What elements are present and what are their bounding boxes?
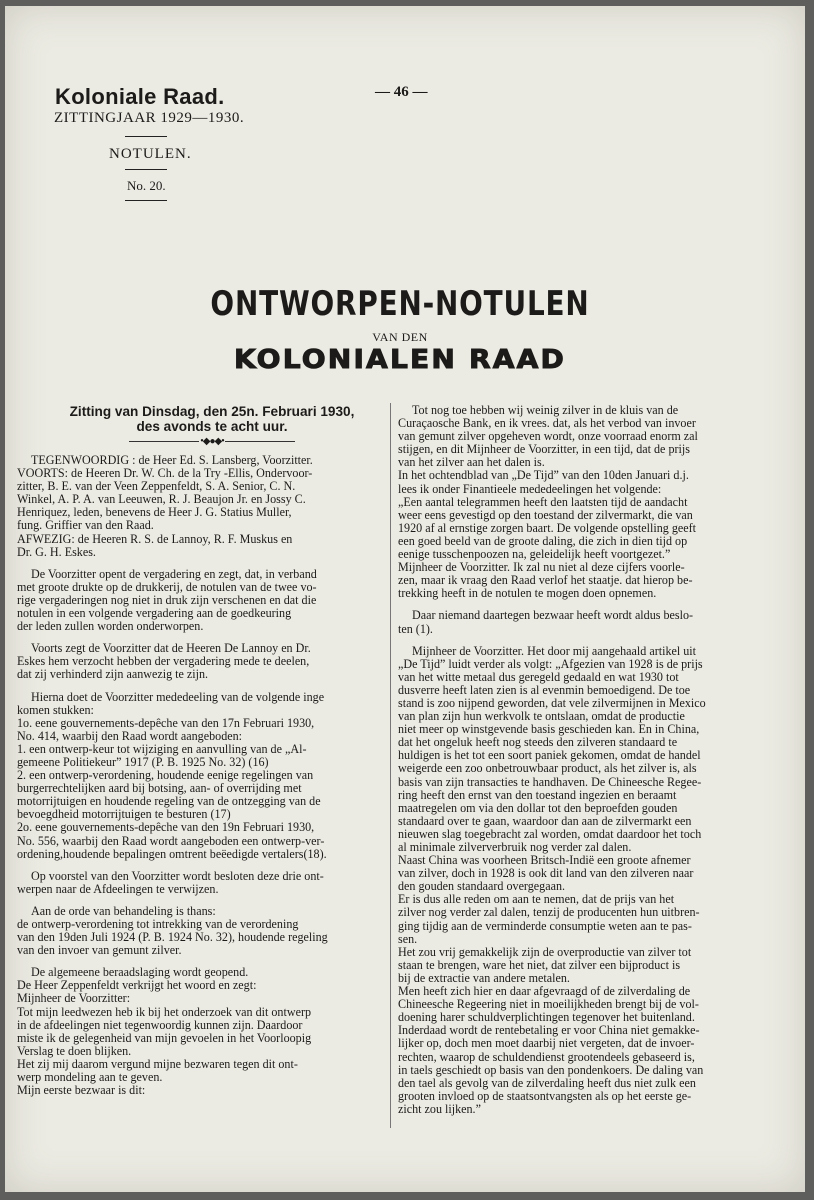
text-line: stijgen, en dit Mijnheer de Voorzitter, in een tijd, dat de prijs (398, 442, 690, 457)
text-line: motorrijtuigen en houdende regeling van de ontzegging van de (17, 794, 321, 809)
header-rule-mid (125, 169, 167, 170)
text-line: Dr. G. H. Eskes. (17, 544, 96, 559)
text-line: ordening,houdende bepalingen omtrent beëedigde vertalers(18). (17, 846, 327, 861)
ornament-divider (17, 436, 387, 448)
council-name: Koloniale Raad. (55, 84, 225, 109)
paragraph (398, 609, 770, 635)
text-line: dat het ongeluk heeft nog steeds den zilveren standaard te (398, 735, 678, 750)
paragraph (17, 691, 387, 861)
text-line: notulen in een volgende vergadering aan de goedkeuring (17, 606, 292, 621)
title-van-den: VAN DEN (372, 330, 428, 344)
text-line: Mijn eerste bezwaar is dit: (17, 1083, 146, 1098)
text-line: Het zou vrij gemakkelijk zijn de overproductie van zilver tot (398, 944, 692, 959)
text-line: van den 19den Juli 1924 (P. B. 1924 No. 32), houdende regeling (17, 930, 328, 945)
sitting-line-2: des avonds te acht uur. (136, 419, 288, 434)
text-line: der leden zullen worden onderworpen. (17, 619, 204, 634)
text-line: VOORTS: de Heeren Dr. W. Ch. de la Try -Ellis, Ondervoor- (17, 466, 313, 481)
text-line: werp mondeling aan te geven. (17, 1070, 163, 1085)
text-line: Winkel, A. P. A. van Leeuwen, R. J. Beaujon Jr. en Jossy C. (17, 492, 306, 507)
text-line: doening harer schuldverplichtingen tegenover het buitenland. (398, 1010, 695, 1025)
text-line: burgerrechtelijken aard bij botsing, aan- of overrijding met (17, 781, 302, 796)
text-line: ring heeft den ernst van den toestand ingezien en beraamt (398, 787, 677, 802)
text-line: van het zilver aan het dalen is. (398, 455, 545, 470)
text-line: trekking heeft in de notulen te mogen doen opnemen. (398, 586, 657, 601)
text-line: in de afdeelingen niet tegenwoordig kunnen zijn. Daardoor (17, 1017, 303, 1032)
text-line: Het zij mij daarom vergund mijne bezwaren tegen dit ont- (17, 1056, 298, 1071)
paragraph (398, 404, 770, 600)
text-line: Chineesche Regeering niet in moeilijkheden brengt bij de vol- (398, 997, 699, 1012)
text-line: ten (1). (398, 621, 433, 636)
text-line: Daar niemand daartegen bezwaar heeft wordt aldus beslo- (412, 608, 694, 623)
left-text-body (17, 454, 387, 1097)
paragraph (17, 642, 387, 681)
text-line: van den invoer van gemunt zilver. (17, 943, 182, 958)
text-line: van plan zijn hun werkvolk te ontslaan, omdat de productie (398, 709, 685, 724)
text-line: Mijnheer de Voorzitter: (17, 991, 131, 1006)
text-line: de ontwerp-verordening tot intrekking van de verordening (17, 917, 299, 931)
text-line: De Heer Zeppenfeldt verkrijgt het woord en zegt: (17, 978, 257, 993)
text-line: van gemunt zilver opgeheven wordt, onze voorraad enorm zal (398, 429, 698, 444)
text-line: in taels geschiedt op basis van den pondenkoers. De daling van (398, 1062, 704, 1077)
paragraph (17, 568, 387, 633)
title-raad: KOLONIALEN RAAD (234, 345, 566, 375)
text-line: standaard over te gaan, waardoor dan aan de zilvermarkt een (398, 813, 692, 828)
text-line: van zilver, doch in 1928 is ook dit land van den zilveren naar (398, 866, 694, 881)
text-line: Mijnheer de Voorzitter. Ik zal nu niet al deze cijfers voorle- (398, 560, 685, 575)
text-line: basis van zijn transacties te handhaven. De Chineesche Regee- (398, 774, 702, 789)
text-line: No. 414, waarbij den Raad wordt aangeboden: (17, 728, 243, 743)
text-line: huldigen is het tot een soort paniek gekomen, omdat de handel (398, 748, 701, 763)
text-line: rige vergaderingen nog niet in druk zijn verschenen en dat die (17, 592, 317, 607)
text-line: ging tijdig aan de verminderde consumptie weten aan te pas- (398, 918, 692, 933)
text-line: Naast China was voorheen Britsch-Indië een groote afnemer (398, 853, 691, 868)
column-divider (390, 403, 391, 1128)
issue-number: No. 20. (127, 178, 166, 193)
text-line: bevoegdheid motorrijtuigen te besturen (17) (17, 807, 231, 822)
text-line: met groote drukte op de drukkerij, de notulen van de twee vo- (17, 579, 317, 594)
text-line: den gouden standaard overgegaan. (398, 879, 566, 894)
sitting-line-1: Zitting van Dinsdag, den 25n. Februari 1930, (69, 404, 355, 419)
text-line: 1o. eene gouvernements-depêche van den 17n Februari 1930, (17, 715, 315, 730)
right-column (398, 404, 770, 1116)
right-text-body (398, 404, 770, 1116)
text-line: werpen naar de Afdeelingen te verwijzen. (17, 881, 219, 896)
text-line: In het ochtendblad van „De Tijd” van den 10den Januari d.j. (398, 468, 689, 483)
text-line: De Voorzitter opent de vergadering en zegt, dat, in verband (31, 566, 317, 581)
text-line: zicht zou lijken.” (398, 1101, 481, 1116)
text-line: bij de extractie van andere metalen. (398, 970, 570, 985)
text-line: Inderdaad wordt de rentebetaling er voor China niet gemakke- (398, 1023, 700, 1038)
text-line: sen. (398, 931, 418, 946)
text-line: maatregelen om via den dollar tot den beproefden gouden (398, 800, 678, 815)
text-line: „De Tijd” luidt verder als volgt: „Afgezien van 1928 is de prijs (398, 656, 703, 671)
text-line: zen, maar ik vraag den Raad verlof het staatje. dat hierop be- (398, 573, 693, 588)
text-line: dusverre heeft laten zien is al evenmin bemoedigend. De toe (398, 682, 691, 697)
text-line: Henriquez, leden, benevens de Heer J. G. Statius Muller, (17, 505, 292, 520)
document-page (5, 6, 805, 1192)
text-line: komen stukken: (17, 702, 94, 717)
paragraph (17, 454, 387, 559)
text-line: al minimale zilververbruik nog verder zal dalen. (398, 840, 632, 854)
header-rule-top (125, 136, 167, 137)
text-line: TEGENWOORDIG : de Heer Ed. S. Lansberg, Voorzitter. (31, 453, 313, 467)
text-line: lijker op, doch men moet daarbij niet vergeten, dat de invoer- (398, 1036, 695, 1051)
text-line: weer eens gevestigd op den toestand der zilvermarkt, die van (398, 507, 693, 522)
text-line: gemeene Politiekeur” 1917 (P. B. 1925 No. 32) (16) (17, 754, 269, 769)
text-line: van het witte metaal dus geregeld gedaald en wat 1930 tot (398, 669, 679, 684)
text-line: Hierna doet de Voorzitter mededeeling van de volgende inge (31, 689, 325, 704)
text-line: Eskes hem verzocht hebben der vergadering mede te deelen, (17, 654, 310, 669)
text-line: Op voorstel van den Voorzitter wordt besloten deze drie ont- (31, 868, 324, 883)
text-line: 1920 af al ernstige zorgen baart. De volgende opstelling geeft (398, 520, 696, 535)
text-line: niet meer op winstgevende basis geschieden kan. En in China, (398, 722, 700, 737)
text-line: eenige tusschenpoozen na, geleidelijk heeft voortgezet.” (398, 547, 671, 562)
text-line: dat zij verhinderd zijn aanwezig te zijn. (17, 667, 209, 682)
session-year: ZITTINGJAAR 1929—1930. (54, 110, 245, 126)
page-number: — 46 — (375, 84, 428, 100)
text-line: grooten invloed op de staatsontvangsten als op het eerste ge- (398, 1088, 692, 1103)
text-line: Voorts zegt de Voorzitter dat de Heeren De Lannoy en Dr. (31, 641, 311, 656)
paragraph (17, 966, 387, 1097)
sitting-heading (17, 404, 387, 434)
text-line: stand is zoo nijpend geworden, dat vele zilvermijnen in Mexico (398, 695, 706, 710)
text-line: weigerde een zoo onbetrouwbaar product, als het zilver is, als (398, 761, 697, 776)
text-line: een goed beeld van de groote daling, die zich in dien tijd op (398, 533, 688, 548)
text-line: den tael als gevolg van de zilverdaling heeft dus niet zulk een (398, 1075, 696, 1090)
ornament-glyphs: •◆●◆• (200, 436, 224, 447)
text-line: 2. een ontwerp-verordening, houdende eenige regelingen van (17, 768, 314, 783)
text-line: „Een aantal telegrammen heeft den laatsten tijd de aandacht (398, 494, 688, 509)
paragraph (17, 870, 387, 896)
text-line: Tot nog toe hebben wij weinig zilver in de kluis van de (412, 403, 679, 417)
text-line: zitter, B. E. van der Veen Zeppenfeldt, S. A. Senior, C. N. (17, 479, 296, 494)
text-line: Er is dus alle reden om aan te nemen, dat de prijs van het (398, 892, 675, 907)
text-line: 2o. eene gouvernements-depêche van den 19n Februari 1930, (17, 820, 315, 835)
text-line: staan te brengen, ware het niet, dat zilver een bijproduct is (398, 957, 681, 972)
text-line: rechten, waarop de schuldendienst grootendeels gebaseerd is, (398, 1049, 695, 1064)
text-line: Aan de orde van behandeling is thans: (31, 903, 216, 918)
text-line: Curaçaosche Bank, en ik vrees. dat, als het verbod van invoer (398, 416, 696, 431)
text-line: zilver nog verder zal dalen, tenzij de producenten hun uitbren- (398, 905, 700, 920)
paragraph (398, 645, 770, 1116)
text-line: De algemeene beraadslaging wordt geopend. (31, 965, 249, 980)
header-rule-bottom (125, 200, 167, 201)
text-line: No. 556, waarbij den Raad wordt aangeboden een ontwerp-ver- (17, 833, 325, 848)
paragraph (17, 905, 387, 957)
text-line: fung. Griffier van den Raad. (17, 518, 154, 533)
text-line: Tot mijn leedwezen heb ik bij het onderzoek van dit ontwerp (17, 1004, 312, 1019)
text-line: Mijnheer de Voorzitter. Het door mij aangehaald artikel uit (412, 643, 697, 658)
text-line: AFWEZIG: de Heeren R. S. de Lannoy, R. F. Muskus en (17, 531, 293, 546)
left-column (17, 404, 387, 1097)
main-title: ONTWORPEN-NOTULEN (210, 284, 590, 324)
text-line: Verslag te doen blijken. (17, 1043, 132, 1058)
notulen-label: NOTULEN. (109, 146, 192, 162)
text-line: nieuwen slag toegebracht zal worden, omdat daardoor het toch (398, 826, 702, 841)
text-line: lees ik onder Finantieele mededeelingen het volgende: (398, 481, 662, 496)
text-line: miste ik de gelegenheid van mijn gevoelen in het Voorloopig (17, 1030, 312, 1045)
text-line: 1. een ontwerp-keur tot wijziging en aanvulling van de „Al- (17, 741, 307, 756)
text-line: Men heeft zich hier en daar afgevraagd of de zilverdaling de (398, 984, 691, 999)
